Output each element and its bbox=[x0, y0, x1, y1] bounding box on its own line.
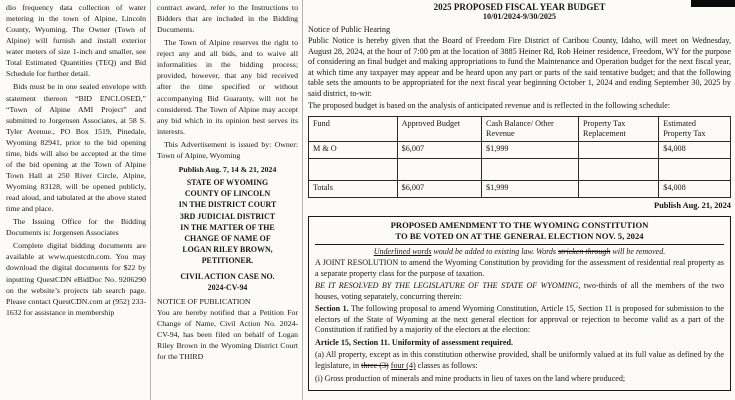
legal-notice-column-2 bbox=[157, 2, 298, 364]
court-heading-line: IN THE DISTRICT COURT bbox=[178, 200, 277, 210]
case-number-block bbox=[157, 271, 298, 293]
table-header-cell: Cash Balance/ Other Revenue bbox=[482, 116, 579, 142]
table-cell bbox=[579, 142, 659, 159]
table-cell: Totals bbox=[309, 181, 398, 198]
notice-paragraph: dio frequency data collection of water metering in the town of Alpine, Lincoln County, Wyoming. The Owner (Town of Alpine) will furnish and install exterior water meters of size 1-inch and smaller, see Total Estimated Quantities (TEQ) and Bid Schedule for further detail. bbox=[6, 3, 146, 79]
table-cell bbox=[579, 159, 659, 181]
right-section bbox=[308, 0, 731, 391]
publish-line: Publish Aug. 21, 2024 bbox=[653, 201, 731, 210]
amendment-paragraph: A JOINT RESOLUTION to amend the Wyoming Constitution by providing for the assessment of residential real property as a separate property class for the purpose of taxation. bbox=[315, 258, 724, 278]
notice-paragraph: contract award, refer to the Instructions to Bidders that are included in the Bidding Documents. bbox=[157, 3, 298, 35]
table-cell bbox=[579, 181, 659, 198]
table-header-cell: Property Tax Replacement bbox=[579, 116, 659, 142]
table-cell bbox=[659, 159, 731, 181]
court-heading-line: COUNTY OF LINCOLN bbox=[184, 189, 271, 199]
amendment-paragraph bbox=[315, 350, 724, 371]
public-hearing-label: Notice of Public Hearing bbox=[308, 25, 391, 34]
publish-line: Publish Aug. 7, 14 & 21, 2024 bbox=[178, 164, 277, 174]
budget-body-paragraph: The proposed budget is based on the analysis of anticipated revenue and is reflected in the following schedule: bbox=[308, 101, 671, 110]
table-header-row bbox=[309, 116, 731, 142]
table-cell: $1,999 bbox=[482, 181, 579, 198]
clause-a-text: (a) All property, except as in this constitution otherwise provided, shall be uniformly valued at its full value as defined by the legislature, in bbox=[315, 350, 724, 370]
court-heading-line: STATE OF WYOMING bbox=[186, 177, 269, 187]
notice-paragraph: Bids must be in one sealed envelope with statement thereon “BID ENCLOSED,” “Town of Alpine AMI Project” and submitted to Jorgensen Associates, at 58 S. Tyler Avenue., PO Box 1519, Pinedale, Wyoming 82941, prior to the bid opening time, bids will also be accepted at the time of the bid opening at the Town of Alpine Town Hall at 250 River Circle, Alpine, Wyoming 83128, will be opened publicly, read aloud, and tabulated at the above stated time and place. bbox=[6, 82, 146, 214]
notice-paragraph: This Advertisement is issued by: Owner: Town of Alpine, Wyoming bbox=[157, 139, 298, 160]
legend-stricken-text: stricken through bbox=[558, 247, 611, 257]
legend-underlined-text: Underlined words bbox=[373, 247, 432, 257]
table-row bbox=[309, 142, 731, 159]
notice-paragraph: The Town of Alpine reserves the right to reject any and all bids, and to waive all informalities in the bidding process; provided, however, that any bid received after the time specified or without accompanying Bid Guaranty, will not be considered. The Town of Alpine may accept any bid which in its opinion best serves its interests. bbox=[157, 38, 298, 136]
budget-table bbox=[308, 116, 731, 199]
case-number-line: 2024-CV-94 bbox=[207, 282, 248, 292]
court-heading-line: LOGAN RILEY BROWN, bbox=[182, 245, 273, 255]
clause-a-text: classes as follows: bbox=[415, 360, 478, 370]
notice-of-publication-title: NOTICE OF PUBLICATION bbox=[157, 297, 251, 307]
court-case-heading bbox=[157, 177, 298, 267]
budget-title: 2025 PROPOSED FISCAL YEAR BUDGET bbox=[433, 2, 606, 12]
budget-date-range: 10/01/2024-9/30/2025 bbox=[482, 12, 557, 21]
resolved-clause-rest: two-thirds of all the members of the two houses, voting separately, concurring therein: bbox=[315, 281, 724, 301]
table-cell bbox=[397, 159, 481, 181]
section-text: The following proposal to amend Wyoming Constitution, Article 15, Section 11 is proposed for submission to the electors of the State of Wyoming at the next general election for approval or rejection to become valid as a part of the Constitution if ratified by a majority of the electors at the election: bbox=[315, 304, 724, 335]
table-cell: $4,008 bbox=[659, 181, 731, 198]
amendment-title bbox=[315, 220, 724, 245]
added-words: four (4) bbox=[390, 360, 416, 370]
table-cell: M & O bbox=[309, 142, 398, 159]
notice-paragraph: Complete digital bidding documents are available at www.questcdn.com. You may download the digital documents for $22 by inputting QuestCDN eBidDoc No. 9206290 on the website’s projects tab search page. Please contact QuestCDN.com at (952) 233-1632 for assistance in membership bbox=[6, 241, 146, 317]
court-heading-line: PETITIONER. bbox=[201, 256, 254, 266]
legal-notice-column-1 bbox=[6, 2, 146, 320]
amendment-title-line: TO BE VOTED ON AT THE GENERAL ELECTION NOV. 5, 2024 bbox=[395, 231, 644, 242]
column-divider bbox=[302, 0, 303, 400]
notice-paragraph: The Issuing Office for the Bidding Documents is: Jorgensen Associates bbox=[6, 217, 146, 238]
article-heading: Article 15, Section 11. Uniformity of assessment required. bbox=[315, 337, 513, 347]
court-heading-line: 3RD JUDICIAL DISTRICT bbox=[179, 211, 276, 221]
court-heading-line: IN THE MATTER OF THE bbox=[180, 222, 275, 232]
amendment-title-line: PROPOSED AMENDMENT TO THE WYOMING CONSTITUTION bbox=[390, 220, 649, 230]
amendment-legend bbox=[315, 247, 724, 256]
amendment-paragraph: (i) Gross production of minerals and mine products in lieu of taxes on the land where produced; bbox=[315, 373, 626, 383]
table-cell: $6,007 bbox=[397, 142, 481, 159]
column-divider bbox=[150, 0, 151, 400]
table-cell: $1,999 bbox=[482, 142, 579, 159]
table-header-cell: Estimated Property Tax bbox=[659, 116, 731, 142]
notice-paragraph: You are hereby notified that a Petition For Change of Name, Civil Action No. 2024-CV-94, has been filed on behalf of Logan Riley Brown in the Wyoming District Court for the THIRD bbox=[157, 308, 298, 362]
table-cell: $4,008 bbox=[659, 142, 731, 159]
court-heading-line: CHANGE OF NAME OF bbox=[184, 233, 271, 243]
stricken-words: three (3) bbox=[361, 360, 389, 370]
section-label: Section 1. bbox=[315, 304, 349, 314]
table-header-cell: Approved Budget bbox=[397, 116, 481, 142]
table-cell: $6,007 bbox=[397, 181, 481, 198]
legend-text: will be removed. bbox=[610, 247, 666, 257]
amendment-notice bbox=[308, 216, 731, 391]
legend-text: would be added to existing law. Words bbox=[431, 247, 559, 257]
amendment-paragraph bbox=[315, 281, 724, 302]
table-cell bbox=[309, 159, 398, 181]
budget-notice bbox=[308, 2, 731, 210]
table-row bbox=[309, 181, 731, 198]
amendment-paragraph bbox=[315, 304, 724, 336]
case-number-line: CIVIL ACTION CASE NO. bbox=[180, 271, 275, 281]
table-header-cell: Fund bbox=[309, 116, 398, 142]
table-row bbox=[309, 159, 731, 181]
resolved-clause: BE IT RESOLVED BY THE LEGISLATURE OF THE STATE OF WYOMING, bbox=[315, 281, 581, 291]
table-cell bbox=[482, 159, 579, 181]
budget-body-paragraph: Public Notice is hereby given that the Board of Freedom Fire District of Caribou County, Idaho, will meet on Wednesday, August 28, 2024, at the hour of 7:00 pm at the location of 3885 Heiner Rd, Rob Heiner residence, Freedom, WY for the purpose of considering an final budget and making appropriations to fund the Maintenance and Operation budget for the next fiscal year, at which time any taxpayer may appear and be heard upon any part or parts of the said tentative budget; and that the following table sets the amounts to be appropriated for the next fiscal year beginning October 1, 2024 and ending September 30, 2025 by said district, to-wit: bbox=[308, 36, 731, 98]
